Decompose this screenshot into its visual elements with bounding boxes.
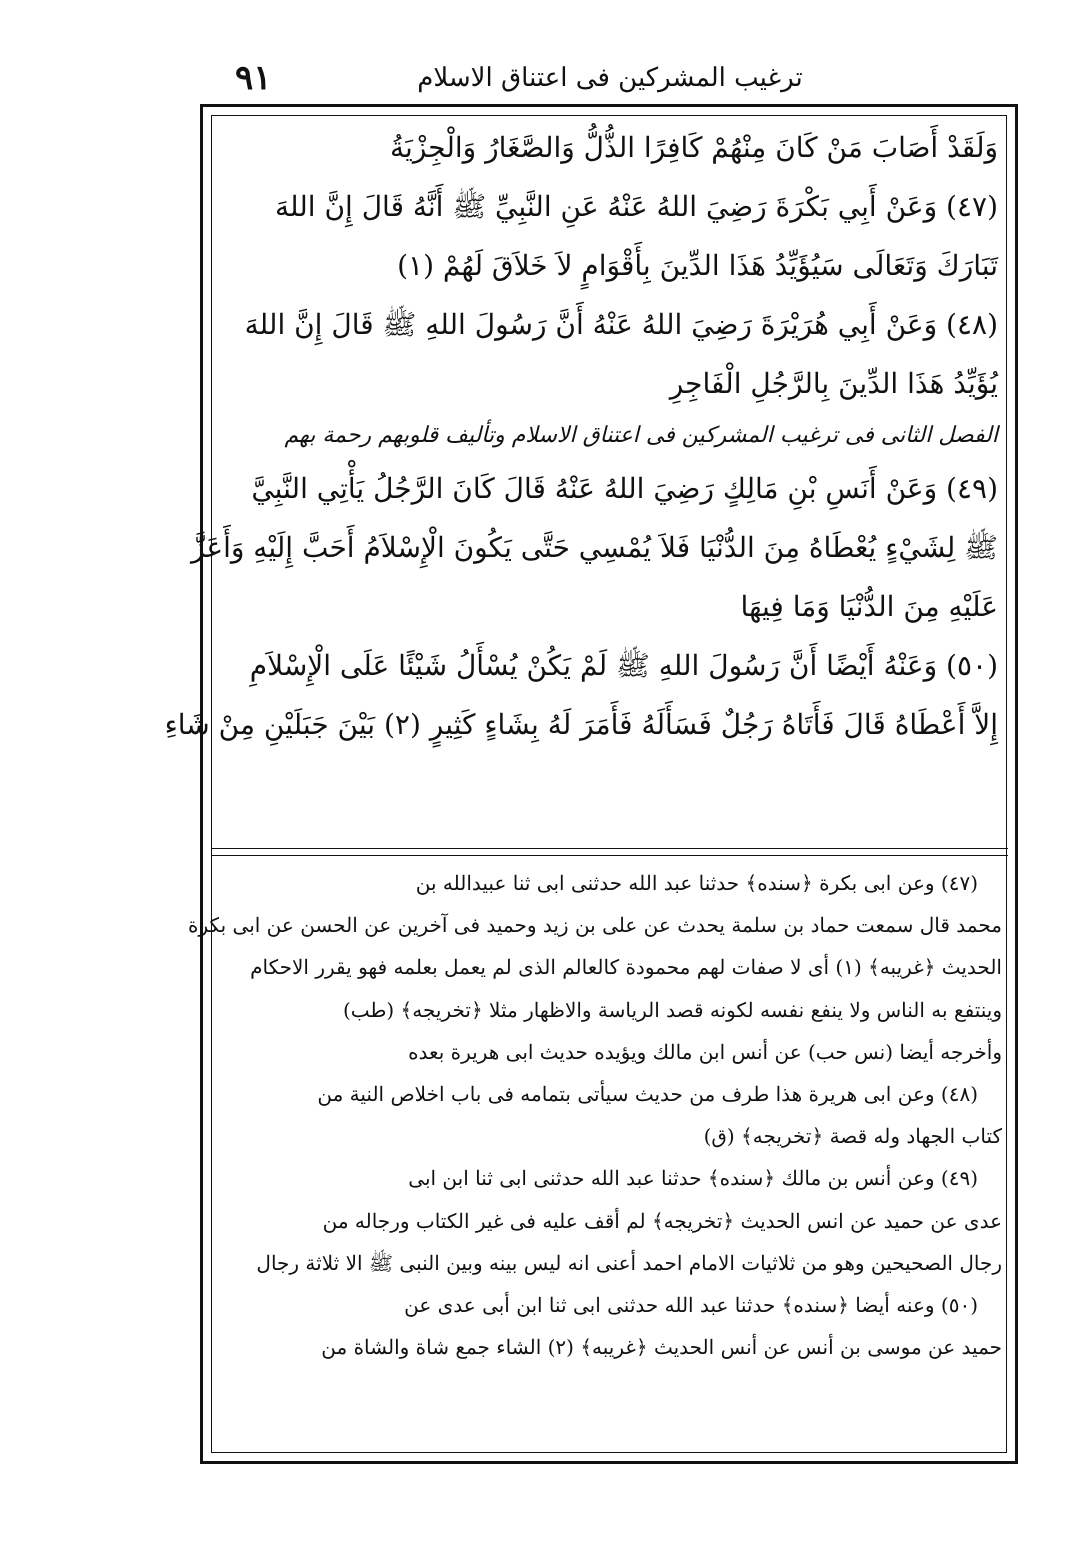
note-line: محمد قال سمعت حماد بن سلمة يحدث عن على بن زيد وحميد فى آخرين عن الحسن عن ابى بكرة [188,913,1002,938]
main-line: (٤٩) وَعَنْ أَنَسِ بْنِ مَالِكٍ رَضِيَ اللهُ عَنْهُ قَالَ كَانَ الرَّجُلُ يَأْتِي النَّبِيَّ [251,472,998,505]
note-line: وينتفع به الناس ولا ينفع نفسه لكونه قصد الرياسة والاظهار مثلا ﴿تخريجه﴾ (طب) [343,997,1002,1022]
main-line: (٤٧) وَعَنْ أَبِي بَكْرَةَ رَضِيَ اللهُ عَنْهُ عَنِ النَّبِيِّ ﷺ أَنَّهُ قَالَ إِنَّ اللهَ [274,190,998,223]
main-line: (٤٨) وَعَنْ أَبِي هُرَيْرَةَ رَضِيَ اللهُ عَنْهُ أَنَّ رَسُولَ اللهِ ﷺ قَالَ إِنَّ اللهَ [244,308,998,341]
note-line: (٥٠) وعنه أيضا ﴿سنده﴾ حدثنا عبد الله حدثنى ابى ثنا ابن أبى عدى عن [404,1292,978,1317]
note-line: رجال الصحيحين وهو من ثلاثيات الامام احمد أعنى انه ليس بينه وبين النبى ﷺ الا ثلاثة رجال [256,1250,1002,1275]
main-line: وَلَقَدْ أَصَابَ مَنْ كَانَ مِنْهُمْ كَافِرًا الذُّلُّ وَالصَّغَارُ وَالْجِزْيَةُ [390,131,998,164]
main-line: ﷺ لِشَيْءٍ يُعْطَاهُ مِنَ الدُّنْيَا فَلاَ يُمْسِي حَتَّى يَكُونَ الْإِسْلاَمُ أَحَبَّ إِلَيْهِ وَأَعَزَّ [190,531,998,564]
running-title: ترغيب المشركين فى اعتناق الاسلام [417,63,803,93]
main-line: إِلاَّ أَعْطَاهُ قَالَ فَأَتَاهُ رَجُلٌ فَسَأَلَهُ فَأَمَرَ لَهُ بِشَاءٍ كَثِيرٍ (٢) بَيْنَ جَبَلَيْنِ مِنْ شَاءِ [164,708,998,741]
note-line: عدى عن حميد عن انس الحديث ﴿تخريجه﴾ لم أقف عليه فى غير الكتاب ورجاله من [322,1208,1002,1233]
note-line: (٤٨) وعن ابى هريرة هذا طرف من حديث سيأتى بتمامه فى باب اخلاص النية من [317,1081,978,1106]
section-heading: الفصل الثانى فى ترغيب المشركين فى اعتناق الاسلام وتأليف قلوبهم رحمة بهم [284,423,998,448]
note-line: الحديث ﴿غريبه﴾ (١) أى لا صفات لهم محمودة كالعالم الذى لم يعمل بعلمه فهو يقرر الاحكام [250,955,1002,980]
main-line: (٥٠) وَعَنْهُ أَيْضًا أَنَّ رَسُولَ اللهِ ﷺ لَمْ يَكُنْ يُسْأَلُ شَيْئًا عَلَى الْإِسْلاَمِ [249,649,998,682]
footnote-divider [212,848,1008,856]
note-line: (٤٩) وعن أنس بن مالك ﴿سنده﴾ حدثنا عبد الله حدثنى ابى ثنا ابن ابى [408,1166,978,1191]
page-number: ٩١ [235,58,272,98]
note-line: (٤٧) وعن ابى بكرة ﴿سنده﴾ حدثنا عبد الله حدثنى ابى ثنا عبيدالله بن [415,871,978,895]
note-line: حميد عن موسى بن أنس عن أنس الحديث ﴿غريبه﴾ (٢) الشاء جمع شاة والشاة من [321,1335,1002,1360]
note-line: كتاب الجهاد وله قصة ﴿تخريجه﴾ (ق) [703,1124,1002,1149]
footnotes [188,862,1002,1452]
main-line: عَلَيْهِ مِنَ الدُّنْيَا وَمَا فِيهَا [740,590,998,623]
note-line: وأخرجه أيضا (نس حب) عن أنس ابن مالك ويؤيده حديث ابى هريرة بعده [408,1039,1002,1064]
main-text [164,118,998,844]
page-header [205,58,1015,102]
main-line: تَبَارَكَ وَتَعَالَى سَيُؤَيِّدُ هَذَا الدِّينَ بِأَقْوَامٍ لاَ خَلاَقَ لَهُمْ (١) [397,249,998,282]
main-line: يُؤَيِّدُ هَذَا الدِّينَ بِالرَّجُلِ الْفَاجِرِ [669,367,998,400]
